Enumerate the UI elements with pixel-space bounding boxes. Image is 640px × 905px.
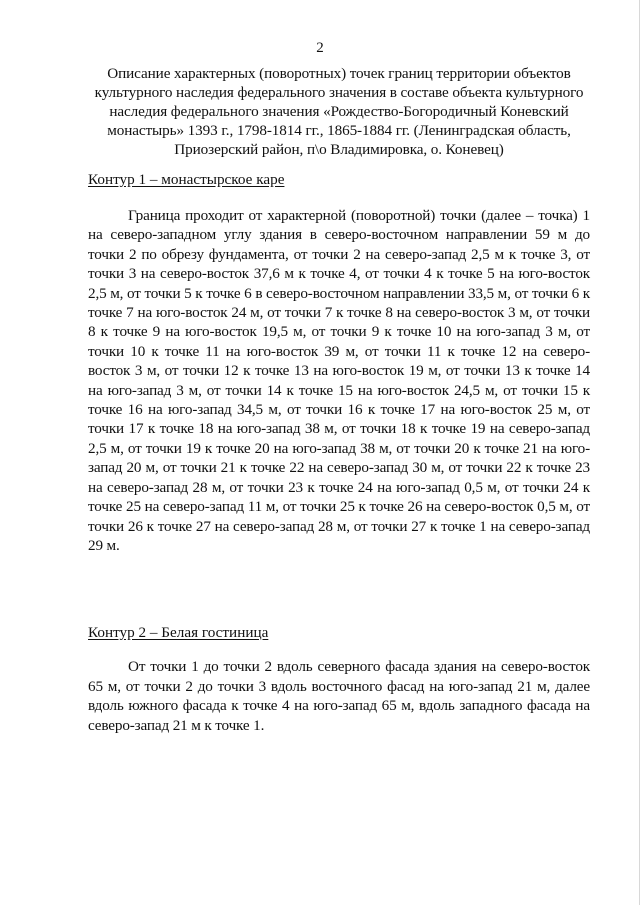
section-heading-contour-1: Контур 1 – монастырское каре: [88, 171, 285, 188]
section-heading-contour-2: Контур 2 – Белая гостиница: [88, 624, 269, 641]
section-text-contour-2: От точки 1 до точки 2 вдоль северного фасада здания на северо-восток 65 м, от точки 2 до точки 3 вдоль восточного фасад на юго-запад 21 м, далее вдоль южного фасада к точке 4 на юго-запад 65 м, вдоль западного фасада на северо-запад 21 м к точке 1.: [88, 658, 590, 734]
page-number: 2: [316, 40, 324, 56]
document-title: Описание характерных (поворотных) точек границ территории объектов культурного наследия федерального значения в составе объекта культурного наследия федерального значения «Рождество-Богородичный Коневский монастырь» 1393 г., 1798-1814 гг., 1865-1884 гг. (Ленинградская область, Приозерский район, п\о Владимировка, о. Коневец): [94, 65, 584, 158]
section-text-contour-1: Граница проходит от характерной (поворотной) точки (далее – точка) 1 на северо-западном углу здания в северо-восточном направлении 59 м до точки 2 по обрезу фундамента, от точки 2 на северо-запад 2,5 м к точке 3, от точки 3 на северо-восток 37,6 м к точке 4, от точки 4 к точке 5 на юго-восток 2,5 м, от точки 5 к точке 6 в северо-восточном направлении 33,5 м, от точки 6 к точке 7 на юго-восток 24 м, от точки 7 к точке 8 на северо-восток 3 м, от точки 8 к точке 9 на юго-восток 19,5 м, от точки 9 к точке 10 на юго-запад 3 м, от точки 10 к точке 11 на юго-восток 39 м, от точки 11 к точке 12 на северо-восток 3 м, от точки 12 к точке 13 на юго-восток 19 м, от точки 13 к точке 14 на юго-запад 3 м, от точки 14 к точке 15 на юго-восток 24,5 м, от точки 15 к точке 16 на юго-запад 34,5 м, от точки 16 к точке 17 на юго-восток 25 м, от точки 17 к точке 18 на юго-запад 38 м, от точки 18 к точке 19 на северо-запад 2,5 м, от точки 19 к точке 20 на юго-запад 38 м, от точки 20 к точке 21 на юго-запад 20 м, от точки 21 к точке 22 на северо-запад 30 м, от точки 22 к точке 23 на северо-запад 28 м, от точки 23 к точке 24 на юго-запад 0,5 м, от точки 24 к точке 25 на северо-запад 11 м, от точки 25 к точке 26 на северо-восток 0,5 м, от точки 26 к точке 27 на северо-запад 28 м, от точки 27 к точке 1 на северо-запад 29 м.: [88, 207, 590, 554]
